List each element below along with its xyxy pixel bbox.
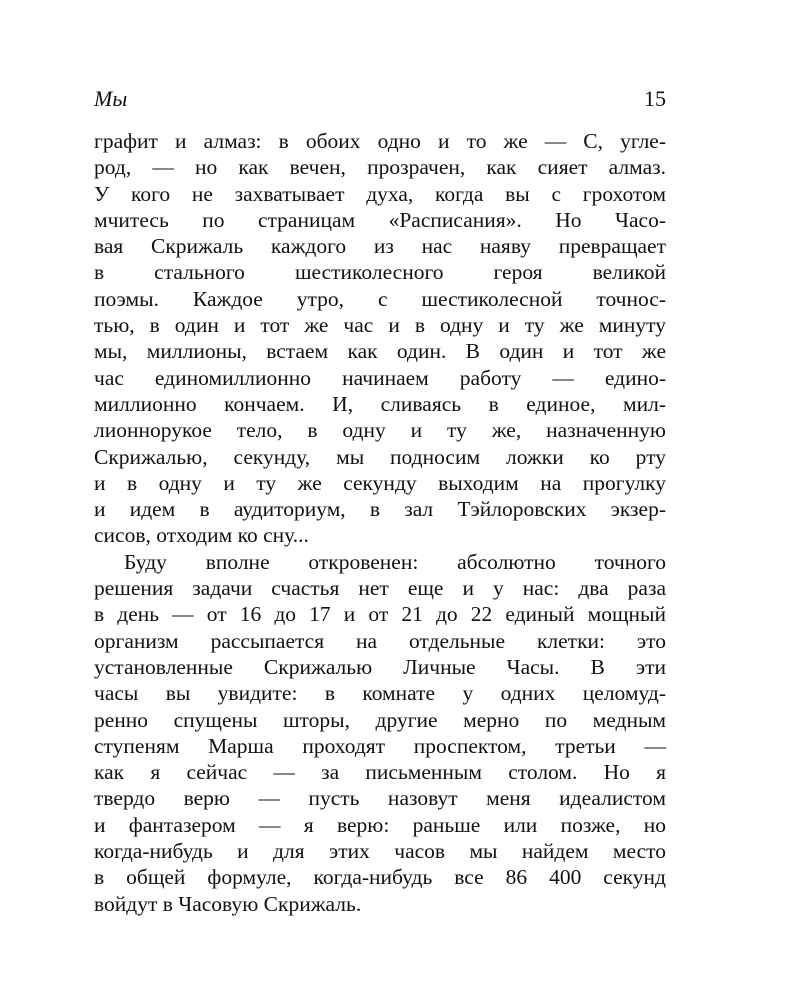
body-text <box>94 128 666 917</box>
text-line: Скрижалью, секунду, мы подносим ложки ко рту <box>94 444 666 469</box>
text-line: мы, миллионы, встаем как один. В один и тот же <box>94 339 666 364</box>
running-title: Мы <box>94 86 128 111</box>
paragraph <box>94 549 666 917</box>
page-number: 15 <box>644 86 666 111</box>
text-line: и идем в аудиториум, в зал Тэйлоровских экзер- <box>94 497 666 522</box>
text-line: род, — но как вечен, прозрачен, как сияет алмаз. <box>94 155 666 180</box>
text-line: установленные Скрижалью Личные Часы. В эти <box>94 654 666 679</box>
text-line: твердо верю — пусть назовут меня идеалистом <box>94 786 666 811</box>
text-line: в стального шестиколесного героя великой <box>94 260 666 285</box>
text-line: в общей формуле, когда-нибудь все 86 400 секунд <box>94 865 666 890</box>
text-line: войдут в Часовую Скрижаль. <box>94 891 362 916</box>
text-line: мчитесь по страницам «Расписания». Но Часо- <box>94 207 666 232</box>
text-line: У кого не захватывает духа, когда вы с грохотом <box>94 181 666 206</box>
paragraph <box>94 128 666 549</box>
text-line: организм рассыпается на отдельные клетки: это <box>94 628 666 653</box>
text-line: Буду вполне откровенен: абсолютно точного <box>124 549 666 574</box>
text-line: лионнорукое тело, в одну и ту же, назначенную <box>94 418 666 443</box>
text-line: час единомиллионно начинаем работу — едино- <box>94 365 666 390</box>
text-line: и в одну и ту же секунду выходим на прогулку <box>94 470 666 495</box>
text-line: поэмы. Каждое утро, с шестиколесной точнос- <box>94 286 666 311</box>
text-line: тью, в один и тот же час и в одну и ту же минуту <box>94 313 666 338</box>
text-line: ступеням Марша проходят проспектом, третьи — <box>94 733 666 758</box>
text-line: как я сейчас — за письменным столом. Но я <box>94 760 666 785</box>
text-line: вая Скрижаль каждого из нас наяву превращает <box>94 234 666 259</box>
text-line: в день — от 16 до 17 и от 21 до 22 единый мощный <box>94 602 666 627</box>
text-line: когда-нибудь и для этих часов мы найдем место <box>94 839 666 864</box>
text-line: ренно спущены шторы, другие мерно по медным <box>94 707 666 732</box>
text-line: и фантазером — я верю: раньше или позже, но <box>94 812 666 837</box>
text-line: миллионно кончаем. И, сливаясь в единое, мил- <box>94 391 666 416</box>
page-header <box>94 86 666 116</box>
text-line: графит и алмаз: в обоих одно и то же — С, угле- <box>94 129 666 153</box>
text-line: часы вы увидите: в комнате у одних целомуд- <box>94 681 666 706</box>
text-line: сисов, отходим ко сну... <box>94 523 309 548</box>
text-line: решения задачи счастья нет еще и у нас: два раза <box>94 576 666 601</box>
